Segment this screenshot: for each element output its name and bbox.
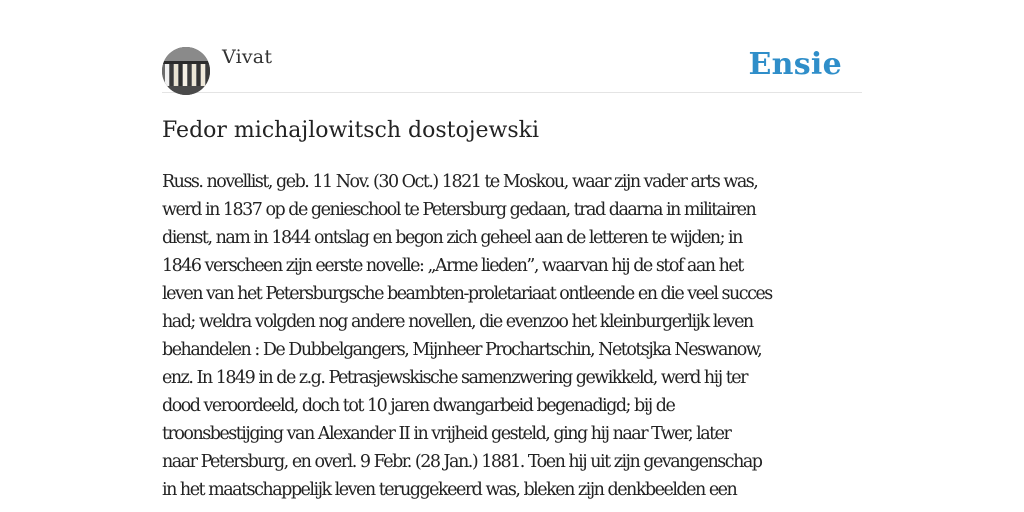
avatar[interactable] xyxy=(162,47,210,95)
article-line: leven van het Petersburgsche beambten-proletariaat ontleende en die veel succes xyxy=(162,284,772,304)
article-line: dood veroordeeld, doch tot 10 jaren dwangarbeid begenadigd; bij de xyxy=(162,396,675,416)
article-line: werd in 1837 op de genieschool te Petersburg gedaan, trad daarna in militairen xyxy=(162,200,756,220)
article-body xyxy=(162,168,870,504)
article-line: dienst, nam in 1844 ontslag en begon zich geheel aan de letteren te wijden; in xyxy=(162,228,742,248)
article-line: in het maatschappelijk leven teruggekeerd was, bleken zijn denkbeelden een xyxy=(162,480,737,500)
header xyxy=(162,0,862,93)
article-line: Russ. novellist, geb. 11 Nov. (30 Oct.) 1821 te Moskou, waar zijn vader arts was, xyxy=(162,172,758,192)
source-name-link[interactable]: Vivat xyxy=(222,46,273,68)
book-spines-icon xyxy=(162,47,210,95)
article-line: behandelen : De Dubbelgangers, Mijnheer Prochartschin, Netotsjka Neswanow, xyxy=(162,340,762,360)
ensie-logo[interactable]: Ensie xyxy=(748,47,842,82)
article-line: 1846 verscheen zijn eerste novelle: „Arme lieden”, waarvan hij de stof aan het xyxy=(162,256,743,276)
article-line: troonsbestijging van Alexander II in vrijheid gesteld, ging hij naar Twer, later xyxy=(162,424,731,444)
article-line: had; weldra volgden nog andere novellen, die evenzoo het kleinburgerlijk leven xyxy=(162,312,753,332)
article-line: naar Petersburg, en overl. 9 Febr. (28 Jan.) 1881. Toen hij uit zijn gevangenschap xyxy=(162,452,762,472)
article-title: Fedor michajlowitsch dostojewski xyxy=(162,118,540,143)
article-line: enz. In 1849 in de z.g. Petrasjewskische samenzwering gewikkeld, werd hij ter xyxy=(162,368,747,388)
